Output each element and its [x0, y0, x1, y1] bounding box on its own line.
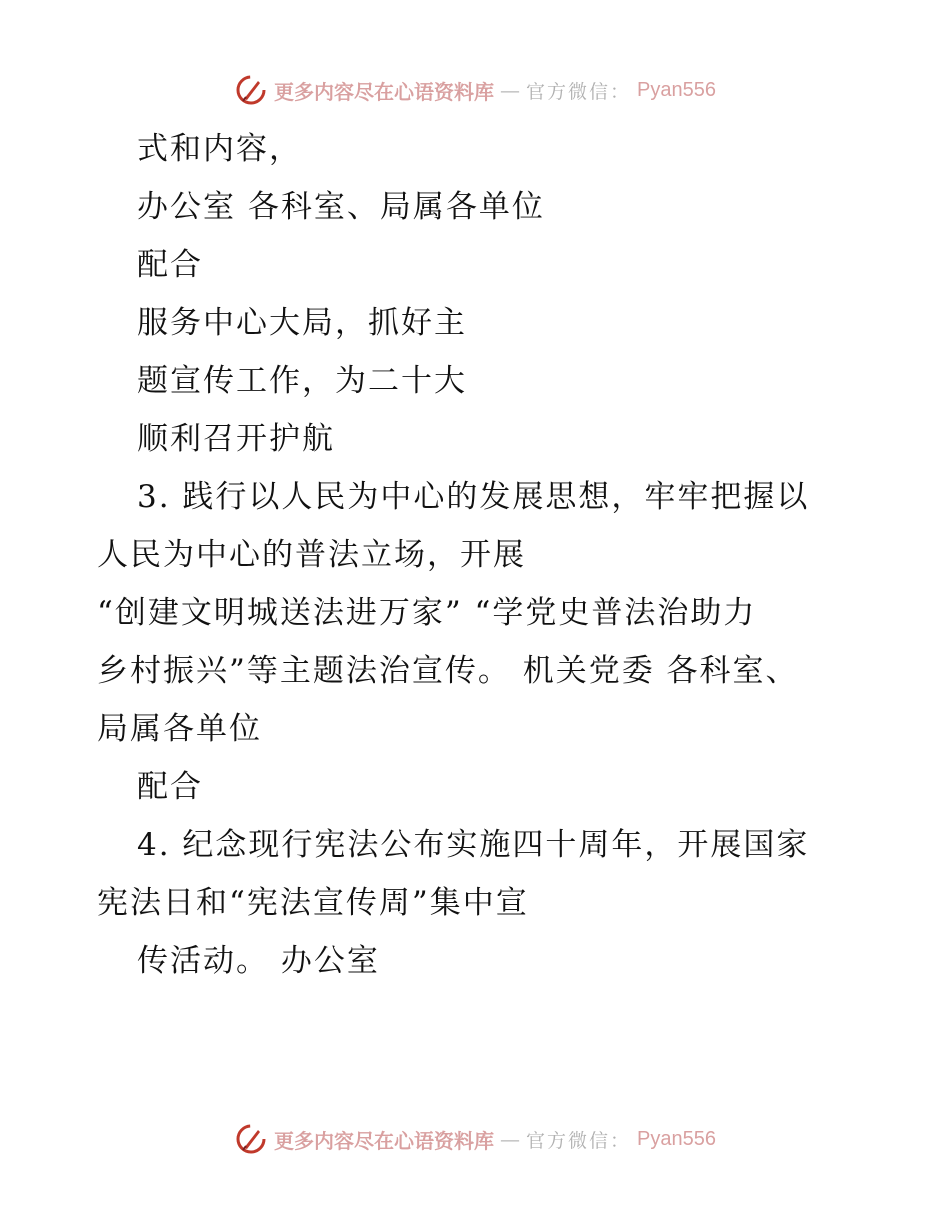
text-line: 局属各单位 [97, 711, 262, 747]
text-line: 3. 践行以人民为中心的发展思想，牢牢把握以 [137, 479, 810, 515]
watermark-dash: — [500, 1127, 520, 1151]
text-line: 配合 [137, 247, 203, 283]
quill-pen-logo-icon [234, 73, 268, 107]
watermark-wechat-id: Pyan556 [637, 78, 716, 101]
text-line: 乡村振兴”等主题法治宣传。 机关党委 各科室、 [97, 653, 799, 689]
text-line: 服务中心大局，抓好主 [137, 305, 467, 341]
text-line: 配合 [137, 769, 203, 805]
document-body [97, 120, 857, 990]
watermark-brand-text: 更多内容尽在心语资料库 [274, 79, 494, 104]
quill-pen-logo-icon [234, 1122, 268, 1156]
watermark-brand-text: 更多内容尽在心语资料库 [274, 1128, 494, 1153]
text-line: 传活动。 办公室 [137, 943, 380, 979]
header-watermark [0, 70, 950, 110]
text-line: 宪法日和“宪法宣传周”集中宣 [97, 885, 529, 921]
text-line: 顺利召开护航 [137, 421, 335, 457]
watermark-wechat-label: 官方微信： [526, 1129, 632, 1152]
watermark-wechat-id: Pyan556 [637, 1127, 716, 1150]
watermark-dash: — [500, 78, 520, 102]
text-line: “创建文明城送法进万家” “学党史普法治助力 [97, 595, 757, 631]
text-line: 题宣传工作，为二十大 [137, 363, 467, 399]
text-line: 4. 纪念现行宪法公布实施四十周年，开展国家 [137, 827, 810, 863]
watermark-wechat-label: 官方微信： [526, 80, 632, 103]
text-line: 式和内容， [137, 131, 302, 167]
text-line: 人民为中心的普法立场，开展 [97, 537, 526, 573]
footer-watermark [0, 1119, 950, 1159]
text-line: 办公室 各科室、局属各单位 [137, 189, 545, 225]
